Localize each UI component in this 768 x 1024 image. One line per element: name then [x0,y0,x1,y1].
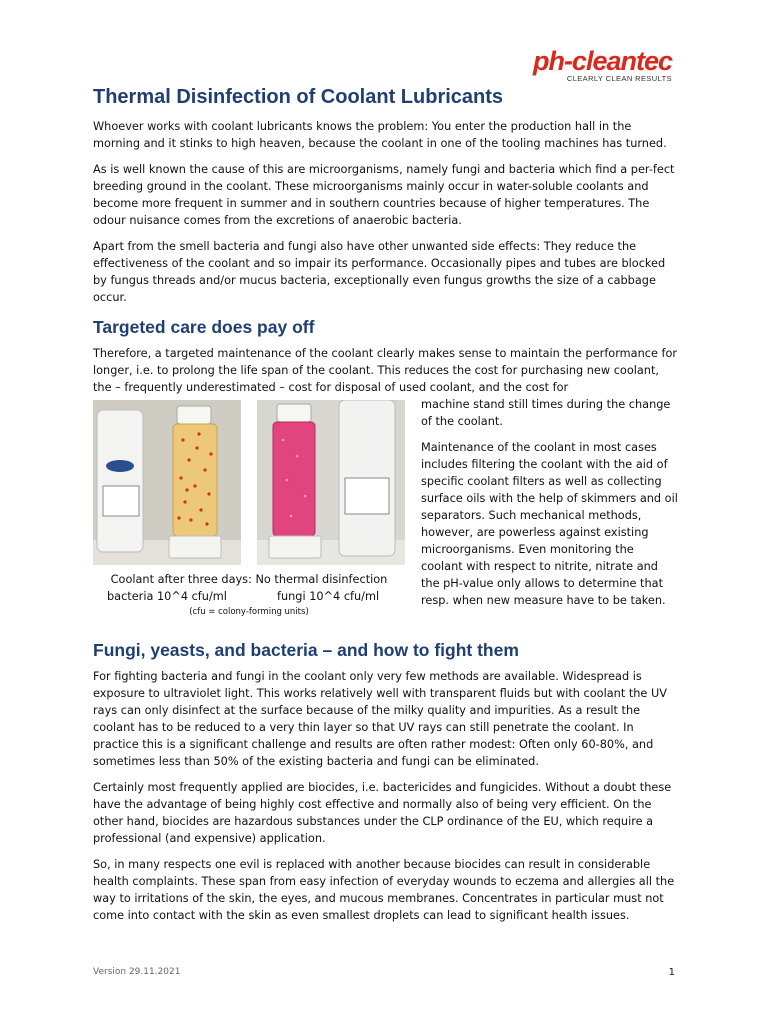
document-title: Thermal Disinfection of Coolant Lubricants [93,86,504,108]
intro-paragraph-3: Apart from the smell bacteria and fungi also have other unwanted side effects: They reduce the effectiveness of the coolant and so impair its performance. Occasionally pipes and tubes are blocked by fungus threads and/or mucus bacteria, exceptionally even fungus growths the size of a cabbage occur. [93,240,666,304]
fungi-sample-photo [257,400,405,565]
care-side-paragraph-1: machine stand still times during the change of the coolant. [421,398,671,428]
fungi-count: fungi 10^4 cfu/ml [277,590,380,603]
document-body [93,84,678,933]
care-lead-paragraph: Therefore, a targeted maintenance of the coolant clearly makes sense to maintain the performance for longer, i.e. to prolong the life span of the coolant. This reduces the cost for purchasing new coolant, the – frequently underestimated – cost for disposal of used coolant, and the cost for [93,347,678,394]
care-side-paragraph-2: Maintenance of the coolant in most cases includes filtering the coolant with the aid of specific coolant filters as well as collecting surface oils with the help of skimmers and oil separators. Such mechanical methods, however, are powerless against existing microorganisms. Even monitoring the coolant with respect to nitrite, nitrate and the pH-value only allows to determine that resp. when new measure have to be taken. [421,441,678,607]
fungi-paragraph-3: So, in many respects one evil is replaced with another because biocides can result in considerable health complaints. These span from easy infection of everyday wounds to eczema and allergies all the way to irritations of the skin, the eyes, and mucous membranes. Concentrates in particular must not come into contact with the skin as even smallest droplets can lead to significant health issues. [93,858,675,922]
fungi-paragraph-1: For fighting bacteria and fungi in the coolant only very few methods are available. Widespread is exposure to ultraviolet light. This works relatively well with transparent fluids but with coolant the UV rays can only disinfect at the surface because of the milky quality and impurities. As a result the coolant has to be reduced to a very thin layer so that UV rays can still penetrate the coolant. In practice this is a significant challenge and results are often rather modest: Often only 60-80%, and sometimes less than 50% of the existing bacteria and fungi can be eliminated. [93,670,667,768]
sample-figure [93,400,405,618]
brand-name: ph-cleantec [532,46,672,76]
figure-caption: Coolant after three days: No thermal disinfection [110,573,388,586]
fungi-paragraph-2: Certainly most frequently applied are biocides, i.e. bactericides and fungicides. Without a doubt these have the advantage of being highly cost effective and normally also of being very efficient. On the other hand, biocides are hazardous substances under the CLP ordinance of the EU, which require a professional (and expensive) application. [93,781,672,845]
figure-row [93,396,678,618]
section-heading-care: Targeted care does pay off [93,317,315,337]
care-side-column [421,396,678,618]
section-heading-fungi: Fungi, yeasts, and bacteria – and how to fight them [93,640,519,660]
brand-tagline: CLEARLY CLEAN RESULTS [566,74,672,83]
page-number: 1 [668,967,675,978]
bacteria-count: bacteria 10^4 cfu/ml [107,590,227,603]
bacteria-sample-photo [93,400,241,565]
cfu-note: (cfu = colony-forming units) [189,607,309,617]
intro-paragraph-1: Whoever works with coolant lubricants knows the problem: You enter the production hall in the morning and it stinks to high heaven, because the coolant in one of the tooling machines has turned. [93,120,667,150]
brand-logo [472,46,672,83]
version-label: Version 29.11.2021 [93,967,181,977]
intro-paragraph-2: As is well known the cause of this are microorganisms, namely fungi and bacteria which find a per-fect breeding ground in the coolant. These microorganisms mainly occur in water-soluble coolants and become more frequent in summer and in southern countries because of higher temperatures. The odour nuisance comes from the excretions of anaerobic bacteria. [93,163,675,227]
page-footer [93,967,675,978]
